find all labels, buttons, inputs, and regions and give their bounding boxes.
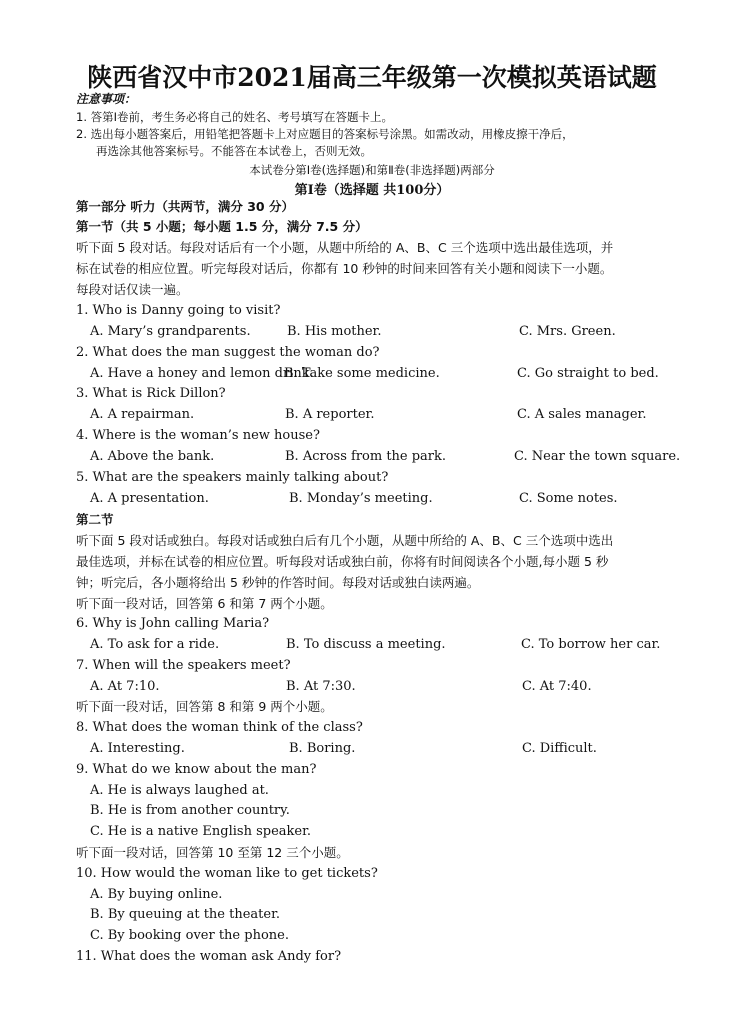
question-7-option-b: B. At 7:30. bbox=[286, 679, 356, 694]
section2-instr-1: 听下面 5 段对话或独白。每段对话或独白后有几个小题，从题中所给的 A、B、C 三个选项中选出 bbox=[76, 533, 614, 548]
question-3-option-c: C. A sales manager. bbox=[517, 407, 647, 422]
question-8-stem: 8. What does the woman think of the class? bbox=[76, 720, 363, 735]
question-4-stem: 4. Where is the woman’s new house? bbox=[76, 428, 320, 443]
question-5-option-a: A. A presentation. bbox=[90, 491, 209, 506]
section2-instr-2: 最佳选项，并标在试卷的相应位置。听每段对话或独白前，你将有时间阅读各个小题,每小题 5 秒 bbox=[76, 554, 609, 569]
question-8-option-c: C. Difficult. bbox=[522, 741, 597, 756]
question-4-option-b: B. Across from the park. bbox=[285, 449, 447, 464]
exam-title: 陕西省汉中市2021届高三年级第一次模拟英语试题 bbox=[87, 63, 657, 92]
section2-instr-3: 钟；听完后，各小题将给出 5 秒钟的作答时间。每段对话或独白读两遍。 bbox=[76, 575, 480, 590]
question-1-option-a: A. Mary’s grandparents. bbox=[90, 324, 251, 339]
question-7-stem: 7. When will the speakers meet? bbox=[76, 658, 291, 673]
question-5-option-b: B. Monday’s meeting. bbox=[289, 491, 433, 506]
question-4-option-c: C. Near the town square. bbox=[514, 449, 681, 464]
question-3-stem: 3. What is Rick Dillon? bbox=[76, 386, 226, 401]
dialog-10-12-intro: 听下面一段对话，回答第 10 至第 12 三个小题。 bbox=[76, 845, 349, 860]
question-8-option-a: A. Interesting. bbox=[90, 741, 185, 756]
question-9-option-b: B. He is from another country. bbox=[90, 803, 290, 818]
section1-instr-1: 听下面 5 段对话。每段对话后有一个小题，从题中所给的 A、B、C 三个选项中选出最佳选项，并 bbox=[76, 240, 614, 255]
question-2-stem: 2. What does the man suggest the woman do? bbox=[76, 345, 380, 360]
question-6-option-a: A. To ask for a ride. bbox=[90, 637, 220, 652]
question-1-stem: 1. Who is Danny going to visit? bbox=[76, 303, 281, 318]
question-10-option-b: B. By queuing at the theater. bbox=[90, 907, 280, 922]
question-4-option-a: A. Above the bank. bbox=[90, 449, 215, 464]
question-1-option-c: C. Mrs. Green. bbox=[519, 324, 616, 339]
volume1-title: 第Ⅰ卷（选择题 共100分） bbox=[294, 183, 450, 198]
composition-note: 本试卷分第Ⅰ卷(选择题)和第Ⅱ卷(非选择题)两部分 bbox=[249, 163, 495, 177]
section1-instr-2: 标在试卷的相应位置。听完每段对话后，你都有 10 秒钟的时间来回答有关小题和阅读下一小题。 bbox=[76, 261, 613, 276]
question-10-option-c: C. By booking over the phone. bbox=[90, 928, 289, 943]
section1-title: 第一节（共 5 小题；每小题 1.5 分，满分 7.5 分） bbox=[76, 219, 368, 234]
notice-item-2b: 再选涂其他答案标号。不能答在本试卷上，否则无效。 bbox=[96, 144, 372, 158]
question-7-option-a: A. At 7:10. bbox=[90, 679, 160, 694]
question-10-stem: 10. How would the woman like to get tickets? bbox=[76, 866, 378, 881]
question-1-option-b: B. His mother. bbox=[287, 324, 382, 339]
part1-title: 第一部分 听力（共两节，满分 30 分） bbox=[76, 199, 294, 214]
question-9-stem: 9. What do we know about the man? bbox=[76, 762, 317, 777]
question-2-option-b: B. Take some medicine. bbox=[284, 366, 440, 381]
notice-item-2a: 2. 选出每小题答案后，用铅笔把答题卡上对应题目的答案标号涂黑。如需改动，用橡皮擦干净后， bbox=[76, 127, 574, 141]
question-11-stem: 11. What does the woman ask Andy for? bbox=[76, 949, 342, 964]
question-9-option-a: A. He is always laughed at. bbox=[90, 783, 269, 798]
question-6-option-c: C. To borrow her car. bbox=[521, 637, 661, 652]
question-3-option-b: B. A reporter. bbox=[285, 407, 375, 422]
question-10-option-a: A. By buying online. bbox=[90, 887, 223, 902]
question-6-stem: 6. Why is John calling Maria? bbox=[76, 616, 270, 631]
notice-item-1: 1. 答第Ⅰ卷前，考生务必将自己的姓名、考号填写在答题卡上。 bbox=[76, 110, 394, 124]
question-7-option-c: C. At 7:40. bbox=[522, 679, 592, 694]
question-3-option-a: A. A repairman. bbox=[90, 407, 195, 422]
question-5-option-c: C. Some notes. bbox=[519, 491, 618, 506]
notice-heading: 注意事项： bbox=[76, 92, 137, 106]
question-5-stem: 5. What are the speakers mainly talking about? bbox=[76, 470, 389, 485]
section1-instr-3: 每段对话仅读一遍。 bbox=[76, 282, 189, 297]
dialog-6-7-intro: 听下面一段对话，回答第 6 和第 7 两个小题。 bbox=[76, 596, 333, 611]
question-8-option-b: B. Boring. bbox=[289, 741, 356, 756]
question-2-option-c: C. Go straight to bed. bbox=[517, 366, 659, 381]
question-9-option-c: C. He is a native English speaker. bbox=[90, 824, 312, 839]
dialog-8-9-intro: 听下面一段对话，回答第 8 和第 9 两个小题。 bbox=[76, 699, 333, 714]
section2-title: 第二节 bbox=[76, 512, 114, 527]
question-6-option-b: B. To discuss a meeting. bbox=[286, 637, 446, 652]
question-2-option-a: A. Have a honey and lemon drink. bbox=[90, 366, 314, 381]
